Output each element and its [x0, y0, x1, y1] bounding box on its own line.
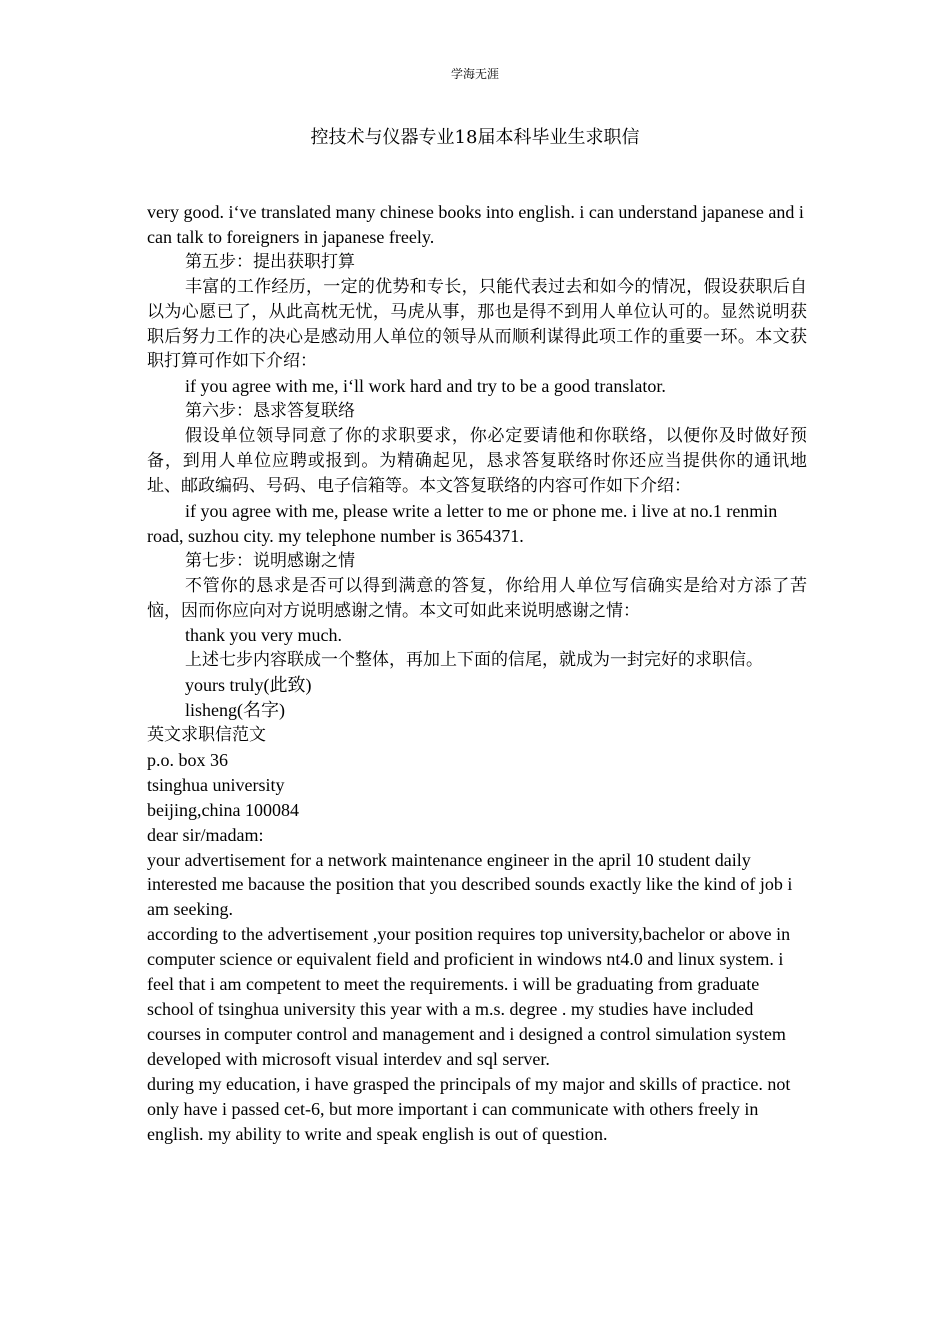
paragraph-step-five-example: if you agree with me, i‘ll work hard and try to be a good translator. [185, 376, 666, 397]
address-line-box: p.o. box 36 [147, 749, 228, 770]
paragraph-step-five-body: 丰富的工作经历，一定的优势和专长，只能代表过去和如今的情况，假设获职后自以为心愿已了，从此高枕无忧，马虎从事，那也是得不到用人单位认可的。显然说明获职后努力工作的决心是感动用人单位的领导从而顺利谋得此项工作的重要一环。本文获职打算可作如下介绍： [147, 276, 807, 372]
paragraph-language-skills: very good. i‘ve translated many chinese books into english. i can understand japanese and i can talk to foreigners in japanese freely. [147, 202, 804, 247]
closing-signature: lisheng(名字) [185, 700, 285, 721]
paragraph-education: during my education, i have grasped the principals of my major and skills of practice. not only have i passed cet-6, but more important i can communicate with others freely in english. my ability to write and speak english is out of question. [147, 1073, 791, 1144]
step-five-heading: 第五步：提出获职打算 [185, 251, 355, 272]
paragraph-advertisement: your advertisement for a network maintenance engineer in the april 10 student daily interested me bacause the position that you described sounds exactly like the kind of job i am seeking. [147, 849, 793, 920]
document-title: 控技术与仪器专业18届本科毕业生求职信 [310, 127, 640, 148]
paragraph-summary: 上述七步内容联成一个整体，再加上下面的信尾，就成为一封完好的求职信。 [185, 650, 763, 671]
paragraph-requirements: according to the advertisement ,your position requires top university,bachelor or above in computer science or equivalent field and proficient in windows nt4.0 and linux system. i feel that i am competent to meet the requirements. i will be graduating from graduate school of tsinghua university this year with a m.s. degree . my studies have included courses in computer control and management and i designed a control simulation system developed with microsoft visual interdev and sql server. [147, 924, 791, 1069]
closing-salutation: yours truly(此致) [185, 675, 312, 696]
address-line-university: tsinghua university [147, 774, 285, 795]
paragraph-step-six-body: 假设单位领导同意了你的求职要求，你必定要请他和你联络，以便你及时做好预备，到用人单位应聘或报到。为精确起见，恳求答复联络时你还应当提供你的通讯地址、邮政编码、号码、电子信箱等。本文答复联络的内容可作如下介绍： [147, 426, 807, 496]
paragraph-step-six-example: if you agree with me, please write a letter to me or phone me. i live at no.1 renmin road, suzhou city. my telephone number is 3654371. [147, 500, 778, 546]
document-body [147, 200, 807, 1146]
step-six-heading: 第六步：恳求答复联络 [185, 401, 355, 422]
letter-greeting: dear sir/madam: [147, 824, 264, 845]
paragraph-step-seven-body: 不管你的恳求是否可以得到满意的答复，你给用人单位写信确实是给对方添了苦恼，因而你应向对方说明感谢之情。本文可如此来说明感谢之情： [147, 575, 807, 621]
address-line-city: beijing,china 100084 [147, 799, 299, 820]
step-seven-heading: 第七步：说明感谢之情 [185, 550, 355, 571]
running-header: 学海无涯 [450, 67, 499, 81]
paragraph-step-seven-example: thank you very much. [185, 625, 342, 646]
sample-letter-heading: 英文求职信范文 [147, 725, 266, 746]
